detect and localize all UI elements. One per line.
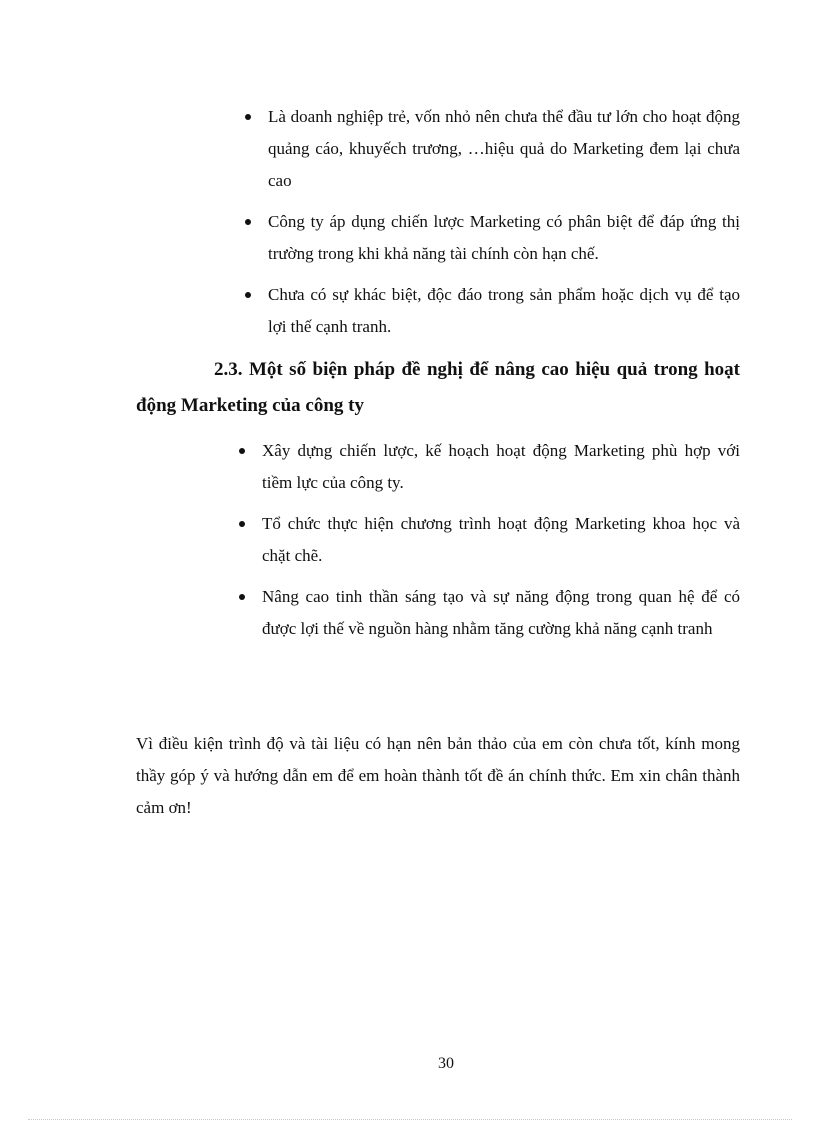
list-item [262, 581, 740, 645]
bullet-icon [245, 219, 251, 225]
list-item-text: Nâng cao tinh thần sáng tạo và sự năng động trong quan hệ để có được lợi thế về nguồn hàng nhằm tăng cường khả năng cạnh tranh [262, 587, 740, 638]
list-item [262, 435, 740, 499]
list-item-text: Công ty áp dụng chiến lược Marketing có phân biệt để đáp ứng thị trường trong khi khả năng tài chính còn hạn chế. [268, 212, 740, 263]
footer-divider [28, 1119, 792, 1120]
page-number: 30 [438, 1055, 454, 1072]
list-item-text: Tổ chức thực hiện chương trình hoạt động Marketing khoa học và chặt chẽ. [262, 514, 740, 565]
bullet-icon [245, 292, 251, 298]
list-item [268, 101, 740, 197]
bullet-icon [239, 521, 245, 527]
list-item-text: Là doanh nghiệp trẻ, vốn nhỏ nên chưa thể đầu tư lớn cho hoạt động quảng cáo, khuyếch trương, …hiệu quả do Marketing đem lại chưa cao [268, 107, 740, 190]
list-item [268, 279, 740, 343]
list-item [262, 508, 740, 572]
measures-list [262, 435, 740, 654]
list-item-text: Xây dựng chiến lược, kế hoạch hoạt động Marketing phù hợp với tiềm lực của công ty. [262, 441, 740, 492]
weakness-list [268, 101, 740, 352]
bullet-icon [239, 448, 245, 454]
section-heading: 2.3. Một số biện pháp đề nghị để nâng cao hiệu quả trong hoạt động Marketing của công ty [136, 359, 740, 416]
list-item-text: Chưa có sự khác biệt, độc đáo trong sản phẩm hoặc dịch vụ để tạo lợi thế cạnh tranh. [268, 285, 740, 336]
closing-paragraph: Vì điều kiện trình độ và tài liệu có hạn nên bản thảo của em còn chưa tốt, kính mong thầy góp ý và hướng dẫn em để em hoàn thành tốt đề án chính thức. Em xin chân thành cảm ơn! [136, 734, 740, 817]
bullet-icon [245, 114, 251, 120]
bullet-icon [239, 594, 245, 600]
list-item [268, 206, 740, 270]
